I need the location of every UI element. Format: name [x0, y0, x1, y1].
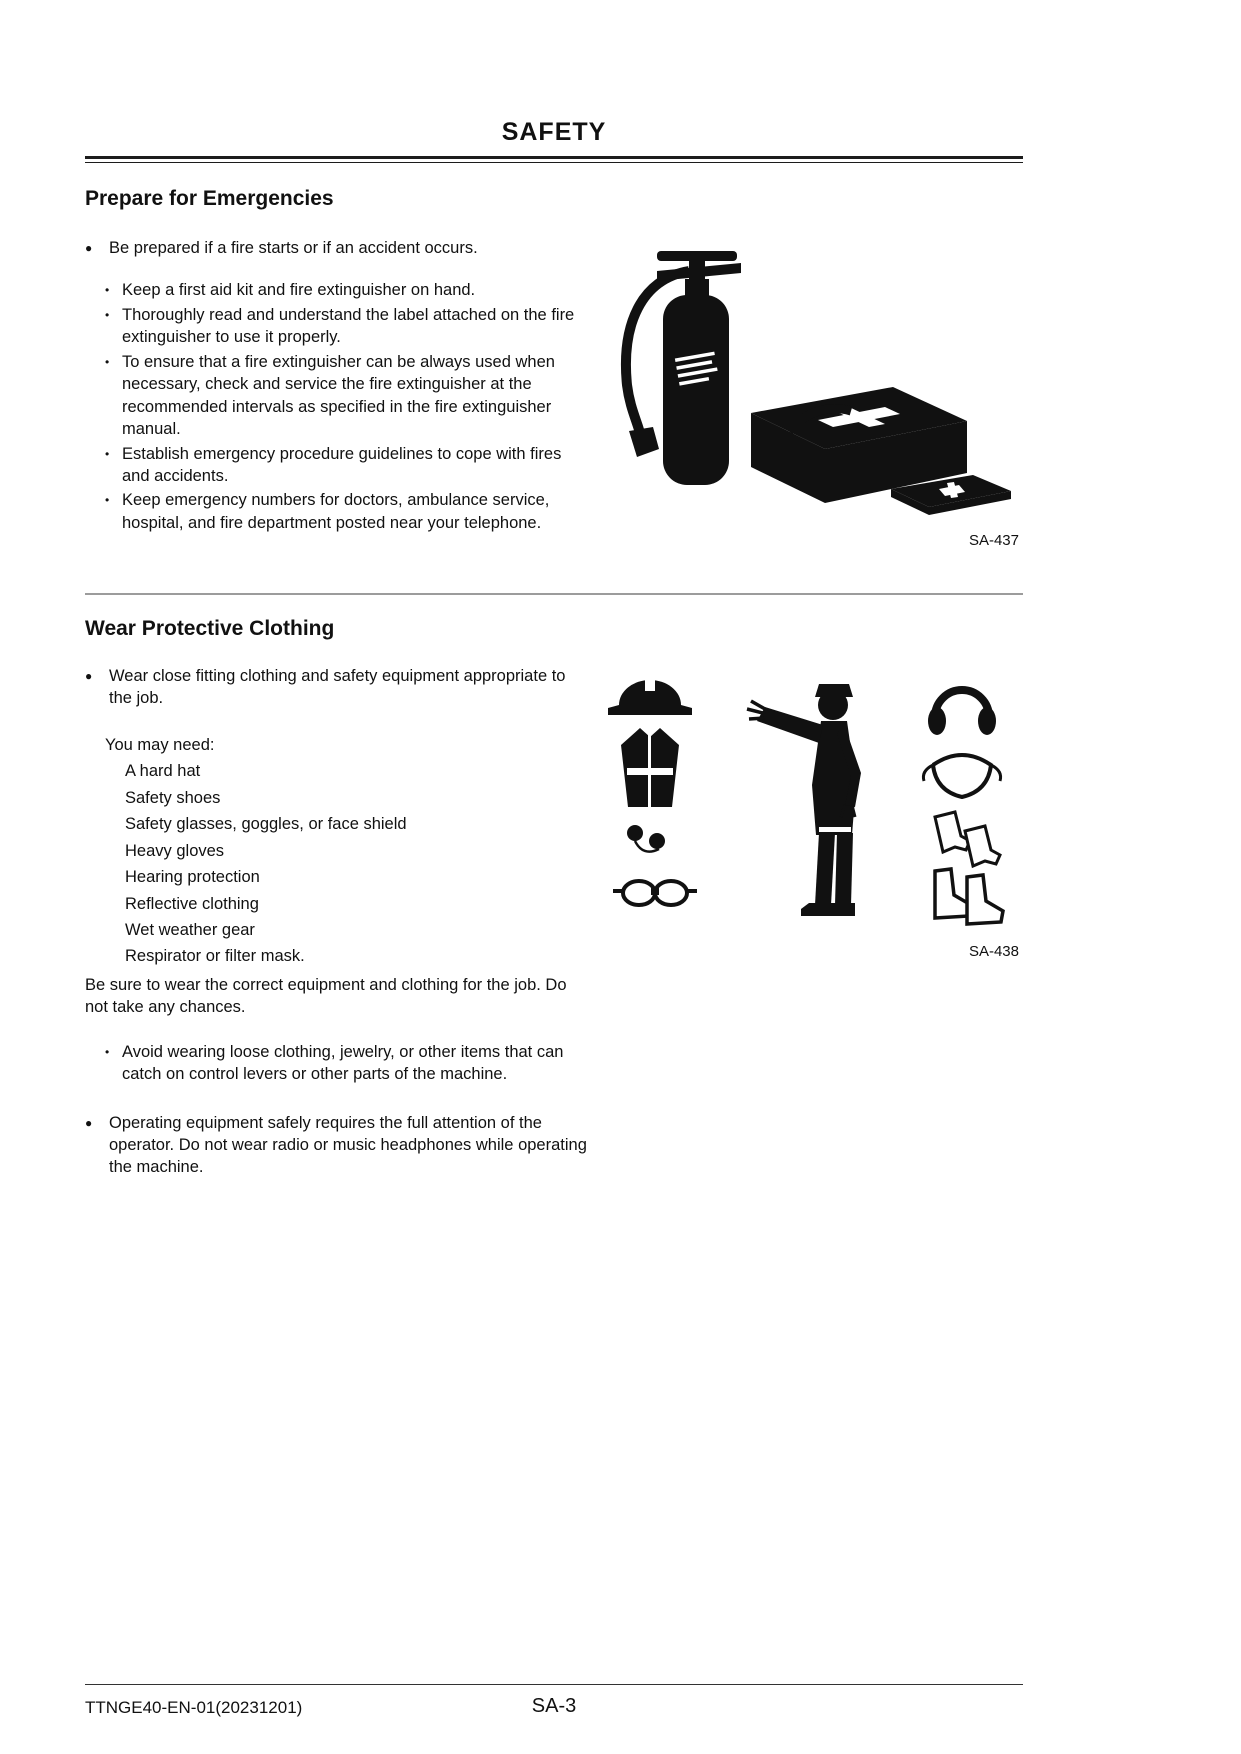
bullet-item	[85, 665, 590, 710]
list-item	[105, 489, 590, 534]
section-title: Wear Protective Clothing	[85, 617, 335, 640]
safety-vest-icon	[621, 728, 679, 807]
worker-icon	[747, 684, 861, 916]
gloves-icon	[935, 812, 1000, 866]
ear-plugs-icon	[627, 825, 665, 852]
section-title: Prepare for Emergencies	[85, 187, 334, 210]
section-divider	[85, 593, 1023, 595]
bullet-marker: ●	[85, 241, 93, 255]
bullet-item	[85, 237, 590, 259]
ear-muffs-icon	[928, 690, 996, 735]
header-rule	[85, 156, 1023, 163]
list-item: Reflective clothing	[125, 894, 259, 913]
sub-bullet-marker: •	[105, 283, 110, 298]
sub-bullet-list	[105, 279, 590, 534]
fire-extinguisher-icon	[626, 251, 741, 485]
fire-safety-illustration	[593, 237, 1023, 522]
list-item	[105, 351, 590, 441]
list-item: A hard hat	[125, 762, 201, 781]
sub-bullet-text: Establish emergency procedure guidelines to cope with fires and accidents.	[122, 444, 562, 485]
goggles-icon	[613, 881, 697, 905]
list-item: Safety shoes	[125, 788, 221, 807]
figure-caption: SA-437	[968, 532, 1019, 549]
page-title: SAFETY	[501, 118, 607, 146]
bullet-marker: ●	[85, 1115, 93, 1130]
hard-hat-icon	[608, 677, 692, 716]
list-item: Heavy gloves	[125, 841, 225, 860]
page-number: SA-3	[531, 1695, 577, 1717]
sub-bullet-text: Thoroughly read and understand the label attached on the fire extinguisher to use it properly.	[122, 305, 575, 347]
list-item: Safety glasses, goggles, or face shield	[125, 815, 407, 834]
list-item: Wet weather gear	[125, 920, 255, 939]
sub-bullet-marker: •	[105, 446, 110, 461]
section-prepare-for-emergencies	[85, 187, 1023, 549]
list-item	[105, 304, 590, 349]
sub-bullet-marker: •	[105, 354, 110, 369]
sub-bullet-text: To ensure that a fire extinguisher can be always used when necessary, check and service the fire extinguisher at the recommended intervals as specified in the fire extinguisher manual.	[122, 352, 555, 439]
figure-protective-clothing	[593, 665, 1023, 960]
sub-bullet-text: Avoid wearing loose clothing, jewelry, or other items that can catch on control levers or other parts of the machine.	[122, 1042, 564, 1084]
need-intro: You may need:	[105, 735, 215, 754]
sub-bullet-marker: •	[105, 1044, 110, 1059]
section-text-column	[85, 665, 590, 1179]
bullet-text: Operating equipment safely requires the full attention of the operator. Do not wear radio or music headphones while operating the machine.	[109, 1113, 587, 1177]
list-item	[105, 443, 590, 488]
need-item-list	[125, 760, 590, 968]
boots-icon	[935, 869, 1003, 924]
figure-fire-safety	[593, 237, 1023, 549]
sub-bullet-text: Keep emergency numbers for doctors, ambulance service, hospital, and fire department posted near your telephone.	[122, 491, 550, 532]
protective-clothing-illustration	[593, 665, 1023, 933]
list-item	[105, 279, 590, 301]
section-wear-protective-clothing	[85, 617, 1023, 1179]
page-footer	[85, 1684, 1023, 1718]
bullet-marker: ●	[85, 669, 93, 683]
bullet-text: Be prepared if a fire starts or if an accident occurs.	[109, 239, 478, 257]
list-item: Respirator or filter mask.	[125, 947, 305, 966]
sub-bullet-marker: •	[105, 307, 110, 322]
bullet-item	[85, 1112, 590, 1179]
section-text-column	[85, 237, 590, 536]
paragraph: Be sure to wear the correct equipment and clothing for the job. Do not take any chances.	[85, 975, 567, 1017]
figure-caption: SA-438	[968, 943, 1019, 960]
bullet-text: Wear close fitting clothing and safety equipment appropriate to the job.	[109, 667, 566, 708]
document-code: TTNGE40-EN-01(20231201)	[85, 1698, 303, 1717]
list-item	[105, 1041, 595, 1086]
list-item: Hearing protection	[125, 868, 260, 887]
sub-bullet-marker: •	[105, 493, 110, 508]
sub-bullet-text: Keep a first aid kit and fire extinguisher on hand.	[122, 281, 476, 300]
respirator-mask-icon	[923, 755, 1000, 797]
